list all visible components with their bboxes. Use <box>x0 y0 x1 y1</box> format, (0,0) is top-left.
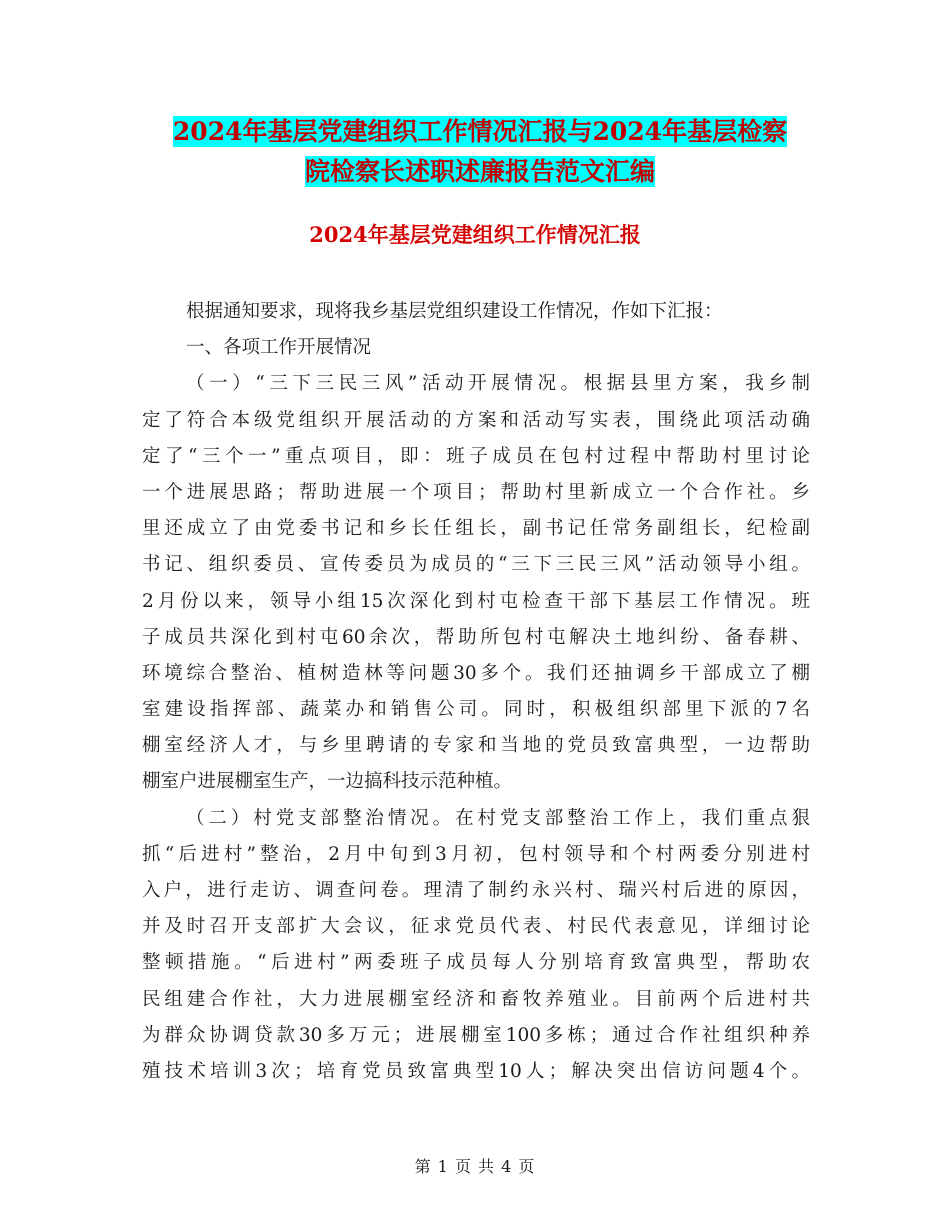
title-line-1: 2024年基层党建组织工作情况汇报与2024年基层检察 <box>172 117 788 146</box>
paragraph-line: 里还成立了由党委书记和乡长任组长，副书记任常务副组长，纪检副 <box>142 518 810 540</box>
paragraph-line: 2月份以来，领导小组15次深化到村屯检查干部下基层工作情况。班 <box>142 590 810 612</box>
body-text <box>142 294 810 1090</box>
section-heading: 2024年基层党建组织工作情况汇报 <box>309 222 641 247</box>
paragraph-line: 棚室户进展棚室生产，一边搞科技示范种植。 <box>142 771 513 793</box>
paragraph-line: 并及时召开支部扩大会议，征求党员代表、村民代表意见，详细讨论 <box>142 916 810 938</box>
paragraph-line: 根据通知要求，现将我乡基层党组织建设工作情况，作如下汇报： <box>186 301 723 322</box>
title-line-2: 院检察长述职述廉报告范文汇编 <box>304 157 655 186</box>
paragraph-line: 一个进展思路；帮助进展一个项目；帮助村里新成立一个合作社。乡 <box>142 481 810 503</box>
paragraph-line: 书记、组织委员、宣传委员为成员的“三下三民三风”活动领导小组。 <box>142 554 810 576</box>
paragraph-line: 棚室经济人才，与乡里聘请的专家和当地的党员致富典型，一边帮助 <box>142 735 810 757</box>
paragraph-line: 殖技术培训3次；培育党员致富典型10人；解决突出信访问题4个。 <box>142 1060 810 1082</box>
document-title <box>140 112 820 192</box>
paragraph-line: 整顿措施。“后进村”两委班子成员每人分别培育致富典型，帮助农 <box>142 952 810 974</box>
paragraph-line: 入户，进行走访、调查问卷。理清了制约永兴村、瑞兴村后进的原因， <box>142 880 810 901</box>
paragraph-line: 子成员共深化到村屯60余次，帮助所包村屯解决土地纠纷、备春耕、 <box>142 626 810 648</box>
paragraph-line: （二）村党支部整治情况。在村党支部整治工作上，我们重点狠 <box>186 807 810 829</box>
subheading-line: 一、各项工作开展情况 <box>186 337 372 359</box>
page-footer: 第 1 页 共 4 页 <box>414 1157 536 1176</box>
paragraph-line: 定了“三个一”重点项目，即：班子成员在包村过程中帮助村里讨论 <box>142 445 810 467</box>
paragraph-line: 民组建合作社，大力进展棚室经济和畜牧养殖业。目前两个后进村共 <box>142 988 810 1010</box>
paragraph-line: （一）“三下三民三风”活动开展情况。根据县里方案，我乡制 <box>186 373 810 395</box>
paragraph-line: 室建设指挥部、蔬菜办和销售公司。同时，积极组织部里下派的7名 <box>142 699 810 721</box>
paragraph-line: 为群众协调贷款30多万元；进展棚室100多栋；通过合作社组织种养 <box>142 1024 810 1046</box>
paragraph-line: 抓“后进村”整治，2月中旬到3月初，包村领导和个村两委分别进村 <box>142 843 810 865</box>
paragraph-line: 定了符合本级党组织开展活动的方案和活动写实表，围绕此项活动确 <box>142 409 810 431</box>
paragraph-line: 环境综合整治、植树造林等问题30多个。我们还抽调乡干部成立了棚 <box>142 662 810 684</box>
